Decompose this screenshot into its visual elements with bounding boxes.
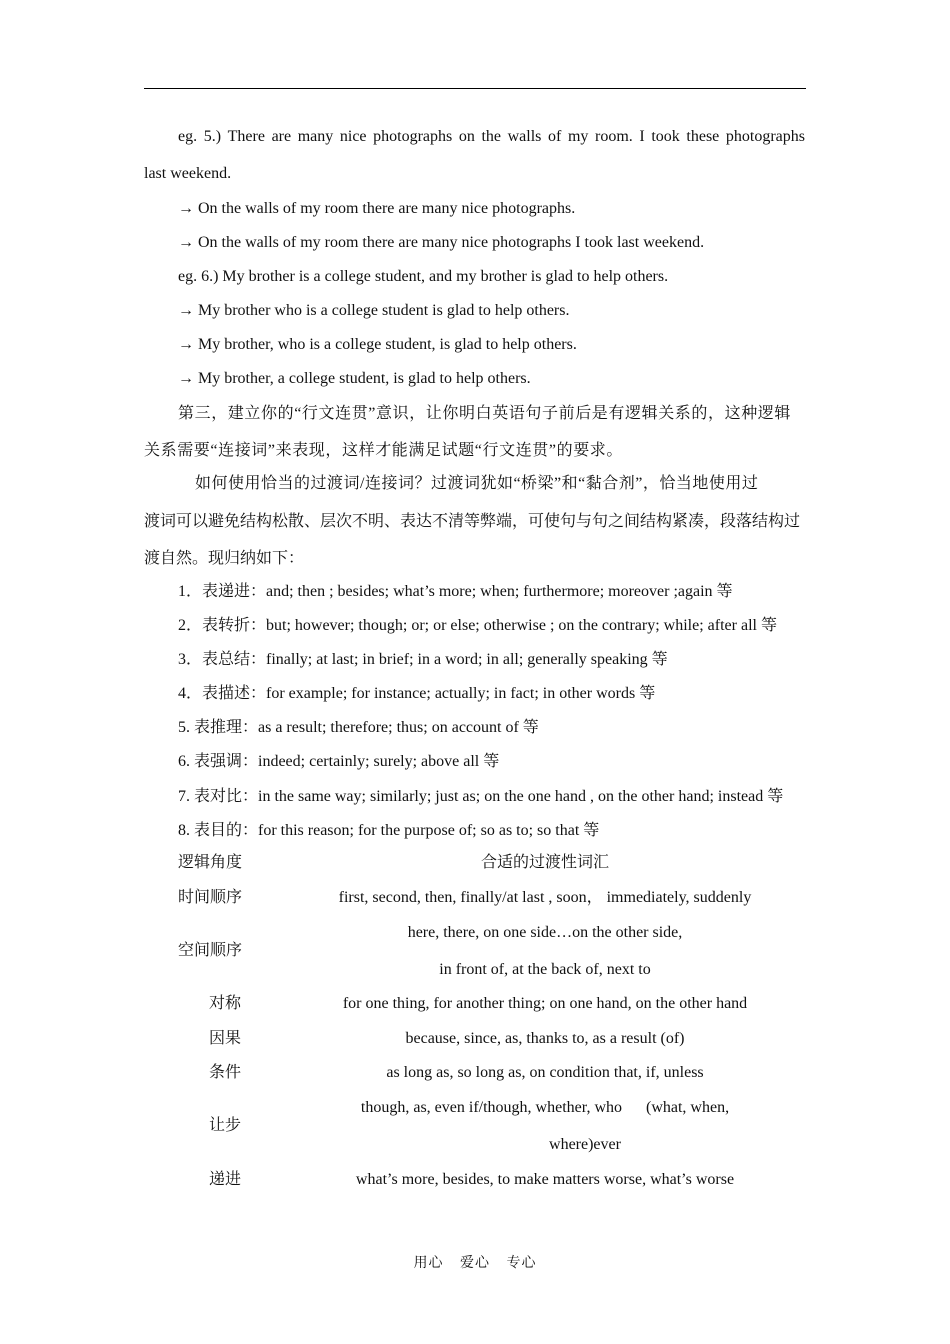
row-words: first, second, then, finally/at last , soon， immediately, suddenly bbox=[338, 889, 752, 906]
word: nice bbox=[339, 128, 367, 145]
word: these bbox=[686, 128, 720, 145]
word: are bbox=[271, 128, 292, 145]
word: of bbox=[548, 128, 562, 145]
row-words-line: in front of, at the back of, next to bbox=[439, 960, 651, 978]
third-point-line2: 关系需要“连接词”来表现，这样才能满足试题“行文连贯”的要求。 bbox=[144, 442, 624, 459]
page-footer bbox=[0, 1252, 950, 1272]
row-label: 因果 bbox=[208, 1030, 241, 1047]
table-row bbox=[160, 986, 800, 1022]
how-to-line1: 如何使用恰当的过渡词/连接词？过渡词犹如“桥梁”和“黏合剂”，恰当地使用过 bbox=[195, 475, 759, 492]
row-label: 让步 bbox=[208, 1117, 241, 1134]
word: took bbox=[651, 128, 680, 145]
eg6-answer2: → My brother, who is a college student, is glad to help others. bbox=[178, 336, 577, 353]
word: I bbox=[639, 128, 645, 145]
word: There bbox=[227, 128, 265, 145]
row-words: because, since, as, thanks to, as a result (of) bbox=[405, 1030, 685, 1047]
how-to-line2: 渡词可以避免结构松散、层次不明、表达不清等弊端，可使句与句之间结构紧凑，段落结构过 bbox=[144, 513, 801, 530]
word: my bbox=[567, 128, 589, 145]
row-label: 递进 bbox=[208, 1171, 241, 1188]
table-row bbox=[160, 1090, 800, 1162]
word: the bbox=[481, 128, 502, 145]
footer-text: 用心 bbox=[413, 1256, 444, 1271]
category-item: 5. 表推理：as a result; therefore; thus; on account of 等 bbox=[178, 719, 539, 736]
eg5-line1 bbox=[178, 127, 805, 147]
category-item: 7. 表对比：in the same way; similarly; just as; on the one hand , on the other hand; instead 等 bbox=[178, 788, 784, 805]
row-words-line: where)ever bbox=[549, 1135, 621, 1153]
word: room. bbox=[595, 128, 633, 145]
eg6-answer1: → My brother who is a college student is glad to help others. bbox=[178, 302, 570, 319]
table-row bbox=[160, 1162, 800, 1198]
eg6-line: eg. 6.) My brother is a college student, and my brother is glad to help others. bbox=[178, 268, 669, 285]
row-label: 空间顺序 bbox=[178, 942, 243, 959]
word: on bbox=[458, 128, 475, 145]
word: many bbox=[297, 128, 334, 145]
eg5-line2: last weekend. bbox=[144, 165, 232, 182]
eg5-answer1: → On the walls of my room there are many nice photographs. bbox=[178, 200, 576, 217]
word: walls bbox=[507, 128, 542, 145]
eg6-answer3: → My brother, a college student, is glad to help others. bbox=[178, 370, 531, 387]
category-item: 6. 表强调：indeed; certainly; surely; above all 等 bbox=[178, 753, 500, 770]
word: eg. bbox=[178, 128, 198, 145]
table-header-cell: 合适的过渡性词汇 bbox=[480, 854, 609, 871]
table-header-cell: 逻辑角度 bbox=[178, 854, 243, 871]
row-words: as long as, so long as, on condition that, if, unless bbox=[386, 1064, 704, 1081]
category-item: 4．表描述：for example; for instance; actually; in fact; in other words 等 bbox=[178, 685, 656, 702]
row-words: for one thing, for another thing; on one hand, on the other hand bbox=[342, 995, 748, 1012]
row-words: what’s more, besides, to make matters worse, what’s worse bbox=[355, 1171, 735, 1188]
transition-words-table bbox=[160, 846, 800, 1198]
category-item: 8. 表目的：for this reason; for the purpose of; so as to; so that 等 bbox=[178, 822, 600, 839]
row-label: 时间顺序 bbox=[178, 889, 243, 906]
word: photographs bbox=[373, 128, 453, 145]
table-row bbox=[160, 1022, 800, 1056]
third-point-line1: 第三，建立你的“行文连贯”意识，让你明白英语句子前后是有逻辑关系的，这种逻辑 bbox=[178, 405, 792, 422]
how-to-line3: 渡自然。现归纳如下： bbox=[144, 550, 305, 567]
header-rule bbox=[144, 88, 806, 89]
category-item: 3．表总结：finally; at last; in brief; in a word; in all; generally speaking 等 bbox=[178, 651, 668, 668]
row-label: 对称 bbox=[208, 995, 241, 1012]
word: 5.) bbox=[203, 128, 222, 145]
row-label: 条件 bbox=[208, 1064, 241, 1081]
table-row bbox=[160, 916, 800, 986]
footer-text: 专心 bbox=[506, 1256, 537, 1271]
table-row bbox=[160, 1056, 800, 1090]
row-words bbox=[290, 1090, 800, 1162]
category-item: 2．表转折：but; however; though; or; or else; otherwise ; on the contrary; while; after all 等 bbox=[178, 617, 777, 634]
table-header-row bbox=[160, 846, 800, 880]
word: photographs bbox=[725, 128, 805, 145]
table-row bbox=[160, 880, 800, 916]
row-words bbox=[290, 916, 800, 986]
footer-text: 爱心 bbox=[460, 1256, 490, 1271]
category-item: 1．表递进：and; then ; besides; what’s more; when; furthermore; moreover ;again 等 bbox=[178, 583, 733, 600]
row-words-line: here, there, on one side…on the other side, bbox=[407, 923, 683, 941]
row-words-line: though, as, even if/though, whether, who (what, when, bbox=[360, 1098, 730, 1116]
eg5-answer2: → On the walls of my room there are many nice photographs I took last weekend. bbox=[178, 234, 705, 251]
